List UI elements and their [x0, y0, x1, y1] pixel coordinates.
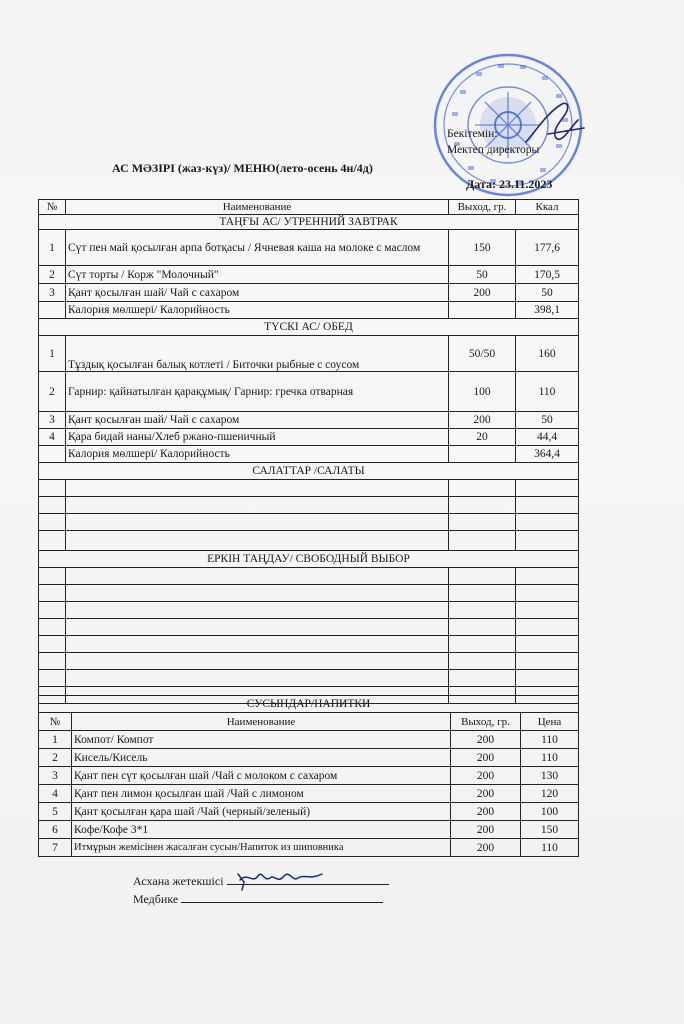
section-breakfast [39, 215, 579, 230]
col-name-header: Наименование [72, 713, 451, 731]
section-title: СУСЫНДАР/НАПИТКИ [39, 696, 579, 713]
approve-label: Бекітемін: [447, 128, 498, 140]
row-yield: 200 [451, 821, 521, 839]
total-label: Калория мөлшері/ Калорийность [66, 446, 449, 463]
row-name: Қант пен лимон қосылған шай /Чай с лимоном [72, 785, 451, 803]
empty-row [39, 480, 579, 497]
row-price: 150 [521, 821, 579, 839]
row-num: 4 [39, 429, 66, 446]
section-title: САЛАТТАР /САЛАТЫ [39, 463, 579, 480]
table-row [39, 429, 579, 446]
total-value: 398,1 [516, 302, 579, 319]
nurse-signature-line [133, 892, 383, 907]
row-name: Итмұрын жемісінен жасалған сусын/Напиток из шиповника [72, 839, 451, 857]
row-price: 110 [521, 839, 579, 857]
empty-row [39, 653, 579, 670]
col-kcal-header: Ккал [516, 200, 579, 215]
row-name: Кисель/Кисель [72, 749, 451, 767]
row-num: 2 [39, 266, 66, 284]
row-name: Тұздық қосылған балық котлеті / Биточки рыбные с соусом [66, 336, 449, 372]
row-num: 4 [39, 785, 72, 803]
total-row [39, 302, 579, 319]
row-yield: 20 [449, 429, 516, 446]
row-yield: 200 [451, 767, 521, 785]
empty-row [39, 670, 579, 687]
row-yield: 50 [449, 266, 516, 284]
table-row [39, 284, 579, 302]
row-yield: 200 [449, 284, 516, 302]
row-price: 130 [521, 767, 579, 785]
col-yield-header: Выход, гр. [451, 713, 521, 731]
row-price: 120 [521, 785, 579, 803]
table-row [39, 839, 579, 857]
empty-row [39, 636, 579, 653]
total-label: Калория мөлшері/ Калорийность [66, 302, 449, 319]
row-yield: 200 [451, 785, 521, 803]
row-name: Гарнир: қайнатылған қарақұмық/ Гарнир: гречка отварная [66, 372, 449, 412]
row-num: 3 [39, 412, 66, 429]
row-num: 1 [39, 336, 66, 372]
section-title: ЕРКІН ТАҢДАУ/ СВОБОДНЫЙ ВЫБОР [39, 551, 579, 568]
row-yield: 200 [451, 803, 521, 821]
empty-row [39, 514, 579, 531]
row-name: Қант қосылған қара шай /Чай (черный/зеленый) [72, 803, 451, 821]
empty-row [39, 585, 579, 602]
row-kcal: 170,5 [516, 266, 579, 284]
row-name: Қара бидай наны/Хлеб ржано-пшеничный [66, 429, 449, 446]
row-num: 3 [39, 767, 72, 785]
row-num: 3 [39, 284, 66, 302]
row-name: Кофе/Кофе 3*1 [72, 821, 451, 839]
table-row [39, 372, 579, 412]
empty-row [39, 531, 579, 551]
empty-row [39, 619, 579, 636]
row-yield: 200 [451, 731, 521, 749]
row-name: Қант қосылған шай/ Чай с сахаром [66, 412, 449, 429]
row-price: 100 [521, 803, 579, 821]
table-row [39, 785, 579, 803]
section-drinks [39, 696, 579, 713]
row-name: Қант пен сүт қосылған шай /Чай с молоком с сахаром [72, 767, 451, 785]
row-kcal: 177,6 [516, 230, 579, 266]
table-row [39, 803, 579, 821]
cook-signature [234, 866, 326, 892]
row-yield: 50/50 [449, 336, 516, 372]
table-row [39, 266, 579, 284]
col-price-header: Цена [521, 713, 579, 731]
row-num: 6 [39, 821, 72, 839]
table-row [39, 230, 579, 266]
row-num: 2 [39, 372, 66, 412]
row-yield: 150 [449, 230, 516, 266]
table-header-row [39, 200, 579, 215]
col-yield-header: Выход, гр. [449, 200, 516, 215]
table-row [39, 749, 579, 767]
table-row [39, 731, 579, 749]
row-kcal: 160 [516, 336, 579, 372]
total-value: 364,4 [516, 446, 579, 463]
section-title: ТАҢҒЫ АС/ УТРЕННИЙ ЗАВТРАК [39, 215, 579, 230]
row-kcal: 50 [516, 284, 579, 302]
row-num: 2 [39, 749, 72, 767]
row-num: 1 [39, 230, 66, 266]
drinks-table [38, 695, 579, 857]
menu-date: Дата: 23.11.2023 [466, 177, 553, 191]
col-num-header: № [39, 200, 66, 215]
empty-row [39, 497, 579, 514]
table-row [39, 821, 579, 839]
row-num: 7 [39, 839, 72, 857]
menu-title: АС МӘЗІРІ (жаз-күз)/ МЕНЮ(лето-осень 4н/4д) [112, 161, 373, 175]
row-kcal: 44,4 [516, 429, 579, 446]
row-price: 110 [521, 749, 579, 767]
table-row [39, 336, 579, 372]
table-row [39, 412, 579, 429]
row-kcal: 50 [516, 412, 579, 429]
food-menu-table [38, 199, 579, 704]
row-price: 110 [521, 731, 579, 749]
row-name: Қант қосылған шай/ Чай с сахаром [66, 284, 449, 302]
section-salads [39, 463, 579, 480]
empty-row [39, 568, 579, 585]
total-row [39, 446, 579, 463]
section-title: ТҮСКІ АС/ ОБЕД [39, 319, 579, 336]
section-free-choice [39, 551, 579, 568]
row-name: Сүт пен май қосылған арпа ботқасы / Ячневая каша на молоке с маслом [66, 230, 449, 266]
row-yield: 200 [451, 839, 521, 857]
row-num: 1 [39, 731, 72, 749]
cook-label: Асхана жетекшісі [133, 874, 224, 888]
row-name: Компот/ Компот [72, 731, 451, 749]
row-name: Сүт торты / Корж "Молочный" [66, 266, 449, 284]
col-num-header: № [39, 713, 72, 731]
row-yield: 100 [449, 372, 516, 412]
section-lunch [39, 319, 579, 336]
empty-row [39, 602, 579, 619]
row-yield: 200 [449, 412, 516, 429]
col-name-header: Наименование [66, 200, 449, 215]
director-label: Мектеп директоры [447, 144, 540, 156]
table-header-row [39, 713, 579, 731]
approval-block [447, 126, 539, 158]
row-yield: 200 [451, 749, 521, 767]
nurse-label: Медбике [133, 892, 179, 906]
table-row [39, 767, 579, 785]
row-kcal: 110 [516, 372, 579, 412]
row-num: 5 [39, 803, 72, 821]
